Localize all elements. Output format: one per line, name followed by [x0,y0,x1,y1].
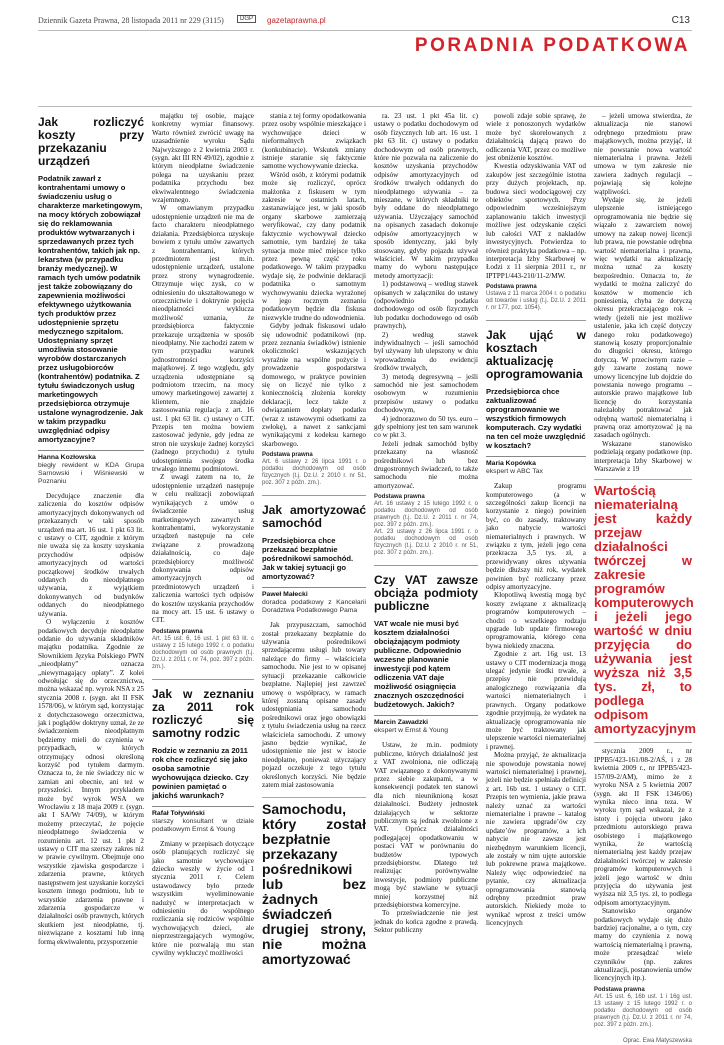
column-6 [594,112,696,1044]
paragraph: Decydujące znaczenie dla zaliczenia do kosztów odpisów amortyzacyjnych dokonywanych od przekazanych w taki sposób urządzeń ma art. 16 ust. 1 pkt 63 lit. c ustawy o CIT, zgodnie z którym nie uważa się za koszty uzyskania przychodów odpisów amortyzacyjnych od wartości początkowej środków trwałych oddanych do nieodpłatnego używania, z wyjątkiem dokonywanych od budynków oddanych do nieodpłatnego używania. [38,492,144,618]
author-name: Maria Kopówka [486,460,536,468]
author-name: Hanna Kozłowska [38,454,96,461]
article-box [152,679,254,958]
author-name: Marcin Zawadzki [374,719,429,727]
legal-basis [374,494,478,557]
article-question: Przedsiębiorca chce przekazać bezpłatnie pośrednikowi samochód. Jak w takiej sytuacji go amortyzować? [262,536,354,582]
article-title: Czy VAT zawsze obciąża podmioty publiczne [374,573,478,614]
paragraph: O wyłączeniu z kosztów podatkowych decyduje nieodpłatne oddanie do używania składników majątku podatnika. Zgodnie ze Słownikiem Języka Polskiego PWN „nieodpłatny” oznacza „niewymagający opłaty”. Z kolei odwołując się do orzecznictwa, można wskazać np. wyrok NSA z 25 stycznia 2008 r. (sygn. akt II FSK 1578/06), w którym sąd, korzystając z dotychczasowego orzecznictwa, jak i poglądów doktryny uznał, że ze świadczeniem nieodpłatnym będziemy mieli do czynienia w przypadkach, w których otrzymujący odnosi określoną korzyść pod tytułem darmym. Oznacza to, że nie świadczy nic w zamian ani obecnie, ani też w przyszłości. Innym przykładem może być wyrok WSA we Wrocławiu z 18 maja 2009 r. (sygn. akt I SA/Wr 74/09), w którym możemy przeczytać, że pojęcie nieodpłatnego świadczenia w rozumieniu art. 12 ust. 1 pkt 2 ustawy o CIT ma szerszy zakres niż w prawie cywilnym. Obejmuje ono wszystkie zjawiska gospodarcze i zdarzenia prawne, których następstwem jest uzyskanie korzyści kosztem innego podmiotu, lub te wszystkie zdarzenia prawne i zdarzenia gospodarcze w działalności osób prawnych, których skutkiem jest nieodpłatne, tj. niezwiązane z kosztami lub inną formą ekwiwalentu, przysporzenie [38,618,144,946]
paragraph: Jak przypuszczam, samochód został przekazany bezpłatnie do używania pośrednikowi sprzedającemu usługi lub towary należące do firmy – właściciela samochodu. Nie jest to w opisanej sytuacji przekazanie całkowicie bezpłatne. Najlepiej jest zawrzeć umowę o współpracy, w ramach której zostaną opisane zasady udostępniania samochodu pośrednikowi oraz jego obowiązki z tytułu świadczenia usług na rzecz właściciela samochodu. Z umowy jasno będzie wynikać, że udostępnienie nie jest w istocie nieodpłatne, ponieważ użyczający pojazd oczekuje z tego tytułu określonych korzyści. Nie będzie zatem miał zastosowania [262,621,366,789]
paragraph: 3) metodą degresywną – jeśli samochód nie jest samochodem osobowym w rozumieniu przepisów ustawy o podatku dochodowym, [374,372,478,415]
page-number: C13 [671,15,690,26]
legal-basis-label: Podstawa prawna [152,628,203,635]
article-question: Podatnik zawarł z kontrahentami umowy o świadczeniu usług o charakterze marketingowym, na mocy których zobowiązał się do reklamowania produktów wytwarzanych i sprzedawanych przez tych kontrahentów, takich jak np. lekarstwa (w przypadku branży medycznej). W ramach tych umów podatnik jest także zobowiązany do zapewnienia możliwości efektywnego użytkowania tych produktów przez udostępnienie sprzętu medycznego szpitalom. Udostępniany sprzęt umożliwia stosowanie wyrobów dostarczanych przez usługobiorców (kontrahentów) podatnika. Z tytułu świadczonych usług marketingowych przedsiębiorca otrzymuje ustalone wynagrodzenie. Jak w takim przypadku uwzględniać odpisy amortyzacyjne? [38,174,144,444]
author-name: Rafał Toływiński [152,809,205,817]
legal-basis-label: Podstawa prawna [374,494,425,501]
article-question: VAT wcale nie musi być kosztem działalności obciążającym podmioty publiczne. Odpowiednio wczesne planowanie inwestycji pod kątem odliczenia VAT daje możliwość osiągnięcia znacznych oszczędności budżetowych. Jakich? [374,619,464,710]
legal-basis [152,629,254,671]
article-question: Przedsiębiorca chce zaktualizować oprogramowanie we wszystkich firmowych komputerach. Czy wydatki na ten cel może uwzględnić w kosztach? [486,387,586,451]
author-role: biegły rewident w KDA Grupa Sarnowski i Wiśniewski w Poznaniu [38,462,144,485]
column-1 [38,112,144,1012]
paragraph: W omawianym przypadku udostępnienie urządzeń nie ma de facto charakteru nieodpłatnego działania. Przedsiębiorca uzyskuje bowiem z tytułu umów zawartych z kontrahentami, których przedmiotem jest m.in. udostępnienie urządzeń, ustalone przez strony wynagrodzenie. Otrzymuje więc zysk, co w odniesieniu do ukształtowanego w orzecznictwie i doktrynie pojęcia nieodpłatności wyklucza możliwość uznania, że przedsiębiorca faktycznie przekazuje urządzenia w sposób nieodpłatny. Nie zachodzi zatem w tym przypadku warunek jednostronności korzyści majątkowej. Z tego względu, gdy urządzenia udostępniane są podmiotom trzecim, na mocy umowy marketingowej zawartej z klientem, nie znajdzie zastosowania regulacja z art. 16 ust. 1 pkt 63 lit. c) ustawy o CIT. Przepis ten można bowiem zastosować jedynie, gdy jedna ze stron nie uzyskuje żadnej korzyści (żadnego przychodu) z tytułu udostępnienia swojego środka trwałego innemu podmiotowi. [152,204,254,474]
article-title: Jak w zeznaniu za 2011 rok rozliczyć się samotny rodzic [152,686,254,740]
author-role: starszy konsultant w dziale podatkowym Ernst & Young [152,817,254,833]
article-title: Jak ująć w kosztach aktualizację oprogramowania [486,328,586,382]
dgp-logo: DGP [237,15,256,23]
paragraph: stania z tej formy opodatkowania przez osoby wspólnie mieszkające i wychowujące dzieci w nieformalnych związkach (konkubinacie). Wskutek zmiany istnieje staranie się faktycznie samotne wychowywanie dziecka. [262,112,366,171]
column-3 [262,112,366,1012]
site-link[interactable]: gazetaprawna.pl [267,16,326,25]
paragraph: Wskazane stanowisko podzielają organy podatkowe (np. interpretacja Izby Skarbowej w Warszawie z 19 [594,439,692,474]
paragraph: ra. 23 ust. 1 pkt 45a lit. c) ustawy o podatku dochodowym od osób fizycznych lub art. 16 ust. 1 pkt 63 lit. c) ustawy o podatku dochodowym od osób prawnych, które nie pozwala na zaliczenie do kosztów uzyskania przychodów odpisów amortyzacyjnych od środków trwałych oddanych do nieodpłatnego używania – za mieszane, w których składniki te były oddane do nieodpłatnego używania. Użyczający samochód na opisanych zasadach dokonuje odpisów amortyzacyjnych w sposób identyczny, jaki były stosowany, gdyby pojazdu używał właściciel. W takim przypadku mamy do wyboru następujące metody amortyzacji: [374,112,478,280]
legal-basis-label: Podstawa prawna [486,284,537,291]
legal-basis-label: Podstawa prawna [594,986,645,993]
article-author [262,587,366,615]
legal-basis-text: Art. 23 ustawy z 26 lipca 1991 r. o podatku dochodowym od osób fizycznych (t.j. Dz.U. z 2010 r. nr 51, poz. 307 z późn. zm.). [374,529,478,557]
article-box [486,320,586,928]
article-author [38,450,144,486]
legal-basis-text: Art. 15 ust. 6, 16b ust. 1 i 16g ust. 13 ustawy z 15 lutego 1992 r. o podatku dochodowym od osób prawnych (t.j. Dz.U. z 2011 r. nr 74, poz. 397 z późn. zm.). [594,993,692,1028]
legal-basis [594,987,692,1029]
article-author [486,456,586,476]
author-name: Paweł Małecki [262,591,308,599]
pull-quote: Wartością niematerialną jest każdy przejaw działalności twórczej w zakresie programów komputerowych i jeżeli jego wartość w dniu przyjęcia do używania jest wyższa niż 3,5 tys. zł, to podlega odpisom amortyzacyjnym [594,483,696,737]
legal-basis-text: Ustawa z 11 marca 2004 r. o podatku od towarów i usług (t.j. Dz.U. z 2011 r. nr 177, poz. 1054). [486,291,586,312]
paragraph: 1) podstawową – według stawek opisanych w załączniku do ustawy (odpowiednio podatku dochodowego od osób fizycznych lub podatku dochodowego od osób prawnych), [374,280,478,331]
legal-basis [486,284,586,312]
article-title: Jak amortyzować samochód [262,503,366,531]
divider [262,797,366,798]
paragraph: Jeżeli jednak samochód byłby przekazany na własność pośrednikowi lub bez drugostronnych świadczeń, to także samochodu nie można amortyzować. [374,439,478,490]
paragraph: Stanowisko organów podatkowych wydaje się dużo bardziej racjonalne, a o tym, czy mamy do czynienia z nową wartością niematerialną i prawną, może przesądzać wiele czynników (np. zakres aktualizacji, postanowienia umów licencyjnych itp.). [594,907,692,983]
legal-basis-label: Podstawa prawna [262,452,313,459]
section-title: PORADNIA PODATKOWA [414,35,690,56]
paragraph: To przeświadczenie nie jest jednak do końca zgodne z prawdą. Sektor publiczny [374,909,478,935]
column-2 [152,112,254,1012]
paragraph: powoli zdaje sobie sprawę, że wiele z ponoszonych wydatków może być skorelowanych z działalnością dającą prawo do odliczenia VAT, przez co możliwe jest obniżenie kosztów. [486,112,586,163]
article-author [374,715,478,735]
legal-basis-text: Art. 16 ustawy z 15 lutego 1992 r. o podatku dochodowym od osób prawnych (t.j. Dz.U. z 2011 r. nr 74, poz. 397 z późn. zm.). [374,501,478,529]
paragraph: 4) jednorazowo do 50 tys. euro – gdy spełniony jest ten sam warunek co w pkt 3. [374,414,478,440]
author-role: doradca podatkowy z Kancelarii Doradztwa Podatkowego Pama [262,599,366,615]
page-header [38,14,690,30]
issue-info: Dziennik Gazeta Prawna, 28 listopada 2011 nr 229 (3115) [38,16,224,25]
paragraph: – jeżeli umowa stwierdza, że aktualizacja nie stanowi odrębnego przedmiotu praw majątkowych, można przyjąć, iż nie powstanie nowa wartość niematerialna i prawna. Jeżeli umowa w tym zakresie nie zawiera żadnych regulacji – pojawiają się kolejne wątpliwości. [594,112,692,196]
author-role: ekspert w Ernst & Young [374,727,449,735]
column-5 [486,112,586,1012]
paragraph: Kwestia odzyskiwania VAT od zakupów jest szczególnie istotna przy dużych projektach, np. budowa sieci wodociągowej czy obiektów sportowych. Przy odpowiednim wcześniejszym zaplanowaniu takich inwestycji możliwe jest odzyskanie części lub całości VAT z nakładów inwestycyjnych. Potwierdza to również praktyka podatkowa – np. interpretacja Izby Skarbowej w Łodzi z 11 sierpnia 2011 r., nr IPTPP1/443-210/11-2/MW. [486,162,586,280]
legal-basis-text: Art. 6 ustawy z 26 lipca 1991 r. o podatku dochodowym od osób fizycznych (t.j. Dz.U. z 2010 r. nr 51, poz. 307 z późn. zm.). [262,459,366,487]
paragraph: Ustaw, że m.in. podmioty publiczne, których działalność jest z VAT zwolniona, nie odliczają VAT związanego z dokonywanymi przez siebie zakupami, a w konsekwencji podatek ten stanowi dla nich nieuniknioną koszt działalności. Budżety jednostek działających w sektorze publicznym są jednak zwolnione z VAT. Oprócz działalności podlegającej opodatkowaniu w postaci VAT w porównaniu do budżetów typowych przedsiębiorstw. Dlatego też realizując porównywalne inwestycje, podmioty publiczne mogą być stawiane w sytuacji mniej korzystnej niż przedsiębiorstwa komercyjne. [374,741,478,909]
pull-quote: Samochodu, który został bezpłatnie przekazany pośrednikowi lub bez żadnych świadczeń drugiej strony, nie można amortyzować [262,801,366,968]
paragraph: Wśród osób, z którymi podatnik może się rozliczyć, oprócz małżonka z fiskusem w tym zakresie w ostatnich latach, zastanawiające jest, w jaki sposób organy skarbowe zamierzają weryfikować, czy dany podatnik faktycznie wychowywał dziecko samotnie, tym bardziej że taka sytuacja może mieć miejsce tylko przez pewną część roku podatkowego. W takim przypadku wydaje się, że podwinie deklaracji podatnika o samotnym wychowywaniu dziecka wyrażonej w jego rocznym zeznaniu podatkowym będzie dla fiskusa niezwykle trudne do udowodnienia. [262,170,366,322]
legal-basis [262,452,366,487]
article-author [152,806,254,834]
paragraph: Zgodnie z art. 16g ust. 13 ustawy o CIT modernizacja mogą ulegać jedynie środki trwałe, a przepisy nie przewidują analogicznego rozwiązania dla wartości niematerialnych i prawnych. Organy podatkowe zgodnie przyjmują, że wydatek na aktualizację oprogramowania nie może być traktowany jak ulepszenie wartości niematerialnej i prawnej. [486,650,586,751]
paragraph: Wydaje się, że jeżeli ulepszenie istniejącego oprogramowania nie będzie się wiązało z zawarciem nowej umowy na zakup nowej licencji lub prawa, nie powstanie odrębna wartość niematerialna i prawna, więc wydatki na aktualizację można uznać za koszty bezpośrednio. Oznacza to, że wydatki te można zaliczyć do kosztów w momencie ich poniesienia, chyba że dotyczą okresu przekraczającego rok – wtedy (jeżeli nie jest możliwe ustalenie, jaka ich część dotyczy danego roku podatkowego) stanowią koszty proporcjonalnie do długości okresu, którego dotyczą. W przeciwnym razie – gdy zawarte zostaną nowe umowy licencyjne lub dojdzie do powstania nowego programu – autorskie prawo majątkowe lub licencję do korzystania należałoby potraktować jak odrębną wartość niematerialną i prawną oraz amortyzować ją na zasadach ogólnych. [594,196,692,440]
header-rule [38,30,692,31]
section-rule [38,106,692,107]
paragraph: Z uwagi zatem na to, że udostępnienie urządzeń następuje w celu realizacji zobowiązań wynikających z umów o świadczenie usług marketingowych zawartych z kontrahentami, wykorzystanie urządzeń następuje na cele związane z prowadzoną działalnością, co daje przedsiębiorcy możliwość dokonywania odpisów amortyzacyjnych od przedmiotowych urządzeń i zaliczenia wartości tych odpisów do kosztów uzyskania przychodów na mocy art. 15 ust. 6 ustawy o CIT. [152,473,254,625]
divider [594,479,692,480]
editor-credit: Oprac. Ewa Matyszewska [622,1037,692,1044]
paragraph: Kłopotliwą kwestią mogą być koszty związane z aktualizacją programów komputerowych – chodzi o wszelkiego rodzaju upgrade lub update firmowego oprogramowania, którego cena bywa niekiedy znaczna. [486,591,586,650]
article-title: Jak rozliczyć koszty przy przekazaniu urządzeń [38,115,144,168]
paragraph: Zmiany w przepisach dotyczące osób planujących rozliczyć się jako samotnie wychowujące dziecko weszły w życie od 1 stycznia 2011 r. Celem ustawodawcy było przede wszystkim wyeliminowanie nadużyć w interpretacjach w odniesieniu do wspólnego rozliczania się rodziców wspólnie wychowujących dzieci, ale nieprzestrzegających wymogów, które nie pozwalają mu stan cywilny wykluczyć możliwości [152,839,254,958]
divider [594,742,692,743]
paragraph: 2) według stawek indywidualnych – jeśli samochód był używany lub ulepszony w dniu wprowadzenia do ewidencji środków trwałych, [374,330,478,373]
article-question: Rodzic w zeznaniu za 2011 rok chce rozliczyć się jako osoba samotnie wychowująca dziecko. Czy powinien pamiętać o jakichś warunkach? [152,745,249,800]
legal-basis-text: Art. 15 ust. 6, 16 ust. 1 pkt 63 lit. c ustawy z 15 lutego 1992 r. o podatku dochodowym od osób prawnych (t.j. Dz.U. z 2011 r. nr 74, poz. 397 z późn. zm.). [152,635,254,670]
paragraph: Można przyjąć, że aktualizacja nie spowoduje powstania nowej wartości niematerialnej i prawnej, jeżeli nie będzie spełniała definicji z art. 16b ust. 1 ustawy o CIT. Przepis ten wymienia, jakie prawa należy uznać za wartości niematerialne i prawne – katalog nie zawiera upgrade’ów czy update’ów programów, a ich nabycie nie zawsze jest niezbędnym warunkiem licencji, ale zostały w nim ujęte autorskie lub pokrewne prawa majątkowe. Należy więc odpowiedzieć na pytanie, czy aktualizacja oprogramowania stanowią odrębny przedmiot praw autorskich. Niekiedy może to wynikać wprost z treści umów licencyjnych [486,751,586,928]
paragraph: Gdyby jednak fiskusowi udało się udowodnić podatnikowi (np. przez zeznania świadków) istnienie okoliczności wskazujących wyraźnie na wspólne pożycie i prowadzenie gospodarstwa domowego, w praktyce powinien się on liczyć nie tylko z koniecznością złożenia korekty deklaracji, lecz także z odwiązaniem dopłaty podatku (wraz z ustawowymi odsetkami za zwłokę), a nawet z sankcjami wynikającymi z kodeksu karnego skarbowego. [262,322,366,448]
paragraph: stycznia 2009 r., nr IPPB5/423-161/08-2/AŚ, i z 28 kwietnia 2009 r., nr IPPB5/423-157/09-2/AM), mimo że z wyroku NSA z 5 kwietnia 2007 (sygn. akt II FSK 1346/06) wynika nieco inna teza. W wyroku tym sąd wskazał, że z istoty i pojęcia utworu jako przedmiotu autorskiego prawa osobistego i majątkowego wynika, że wartością niematerialną jest każdy przejaw działalności twórczej w zakresie programów komputerowych i jeżeli jego wartość w dniu przyjęcia do używania jest wyższa niż 3,5 tys. zł, to podlega odpisom amortyzacyjnym. [594,747,692,907]
author-role: ekspert w ABC Tax [486,468,543,476]
paragraph: majątku tej osobie, mające konkretny wymiar finansowy. Warto również zwrócić uwagę na uzasadnienie wyroku Sądu Najwyższego z 2 kwietnia 2003 r. (sygn. akt III RN 49/02), zgodnie z którym nieodpłatne świadczenie polega na uzyskaniu przez podatnika przychodu bez ekwiwalentnego świadczenia wzajemnego. [152,112,254,205]
article-box [374,565,478,934]
column-4 [374,112,478,1012]
paragraph: Zakup programu komputerowego (a w szczególności zakup licencji na korzystanie z niego) powinien być, co do zasady, traktowany jako nabycie wartości niematerialnych i prawnych. W związku z tym, jeżeli jego cena przekracza 3,5 tys. zł, a przewidywany okres używania będzie dłuższy niż rok, wydatek powinien być rozliczany przez odpisy amortyzacyjne. [486,482,586,591]
article-box [262,495,366,789]
